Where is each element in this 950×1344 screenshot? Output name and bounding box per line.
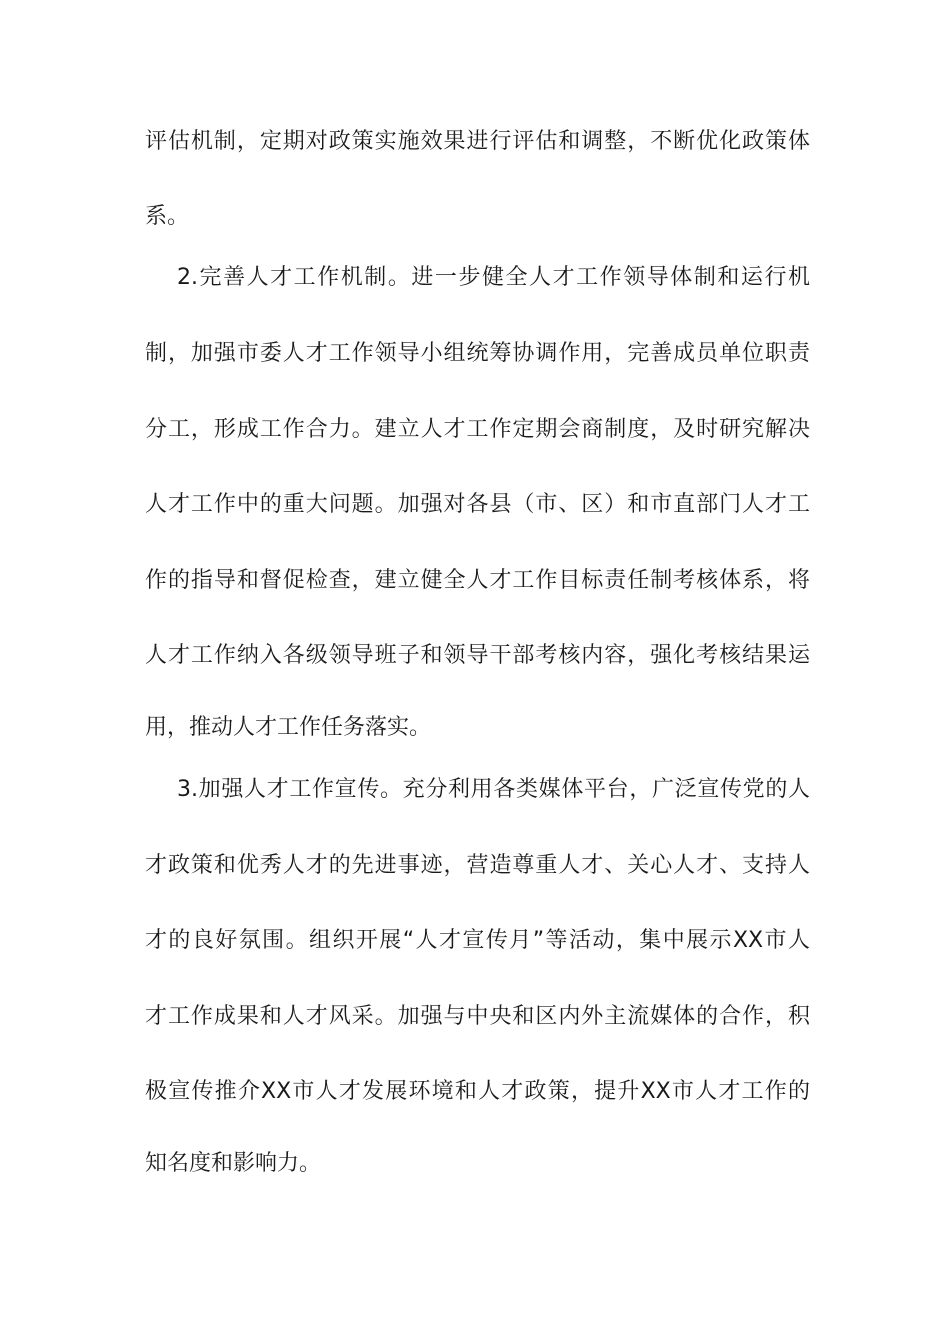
text-line-4: 制，加强市委人才工作领导小组统筹协调作用，完善成员单位职责: [145, 341, 810, 366]
text-line-11: 才政策和优秀人才的先进事迹，营造尊重人才、关心人才、支持人: [145, 853, 810, 878]
text-line-12: 才的良好氛围。组织开展“人才宣传月”等活动，集中展示XX市人: [145, 928, 810, 953]
text-line-6: 人才工作中的重大问题。加强对各县（市、区）和市直部门人才工: [145, 492, 810, 517]
text-line-3: 2.完善人才工作机制。进一步健全人才工作领导体制和运行机: [177, 265, 810, 290]
text-line-1: 评估机制，定期对政策实施效果进行评估和调整，不断优化政策体: [145, 129, 810, 154]
text-line-9: 用，推动人才工作任务落实。: [145, 715, 432, 740]
text-line-10: 3.加强人才工作宣传。充分利用各类媒体平台，广泛宣传党的人: [177, 777, 810, 802]
text-line-8: 人才工作纳入各级领导班子和领导干部考核内容，强化考核结果运: [145, 643, 810, 668]
text-line-7: 作的指导和督促检查，建立健全人才工作目标责任制考核体系，将: [145, 568, 810, 593]
text-line-13: 才工作成果和人才风采。加强与中央和区内外主流媒体的合作，积: [145, 1004, 810, 1029]
text-line-5: 分工，形成工作合力。建立人才工作定期会商制度，及时研究解决: [145, 417, 810, 442]
text-line-14: 极宣传推介XX市人才发展环境和人才政策，提升XX市人才工作的: [145, 1079, 810, 1104]
text-line-2: 系。: [145, 204, 190, 229]
text-line-15: 知名度和影响力。: [145, 1151, 322, 1176]
